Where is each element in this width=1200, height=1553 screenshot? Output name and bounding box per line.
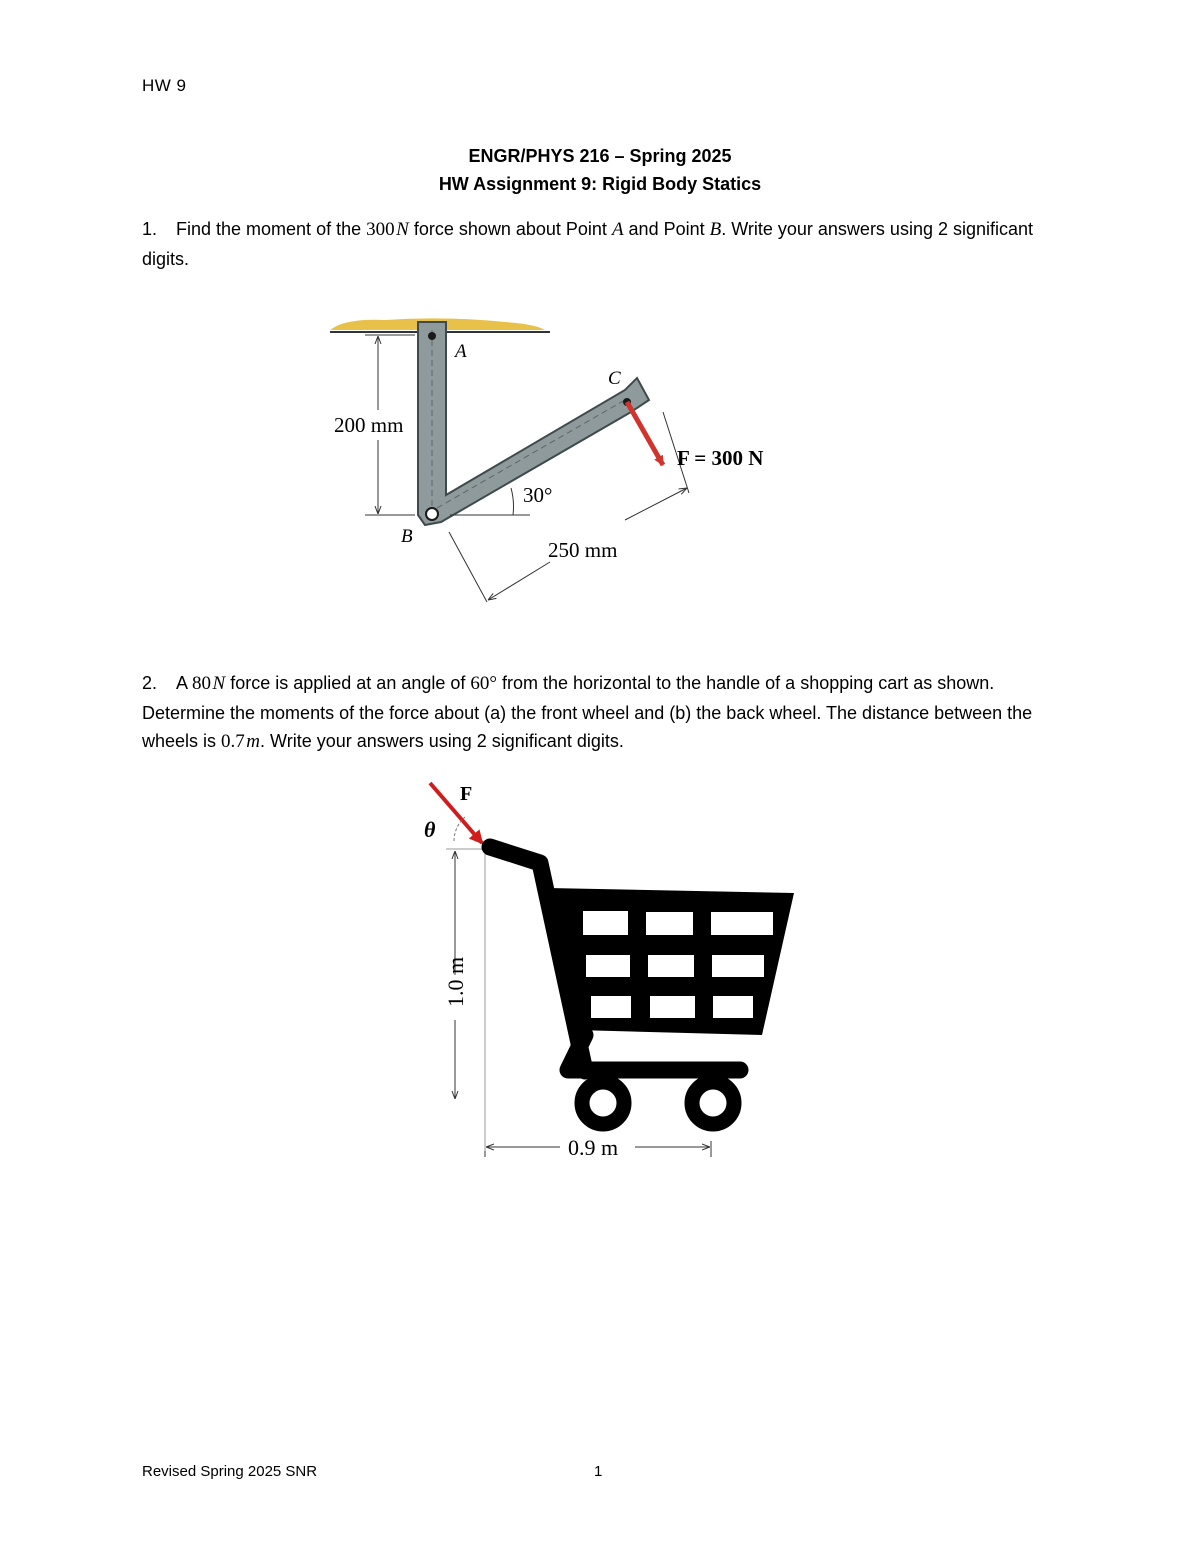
problem-1-point-a: A: [611, 219, 624, 240]
problem-1-text-part: Find the moment of the: [176, 219, 367, 239]
force-arrow: [627, 402, 663, 465]
dimension-0.9m: 0.9 m: [568, 1135, 619, 1160]
page-number: 1: [594, 1463, 603, 1480]
pin-b: [426, 508, 438, 520]
assignment-title: HW Assignment 9: Rigid Body Statics: [438, 174, 762, 194]
dimension-1m: 1.0 m: [443, 956, 468, 1007]
page-header: HW 9: [142, 76, 187, 95]
shopping-cart-figure: [410, 775, 810, 1165]
footer-revised: Revised Spring 2025 SNR: [142, 1463, 318, 1480]
problem-2-force-unit: N: [212, 673, 226, 694]
problem-2-text-part: . Write your answers using 2 significant digits.: [260, 731, 624, 751]
problem-2-text-part: from the horizontal to the handle of a shopping cart as shown. Determine the moments of the force about (a) the front wheel and (b) the back wheel. The distance between the wheels is: [142, 673, 1033, 751]
course-title: ENGR/PHYS 216 – Spring 2025: [468, 146, 732, 166]
pin-a: [428, 332, 436, 340]
problem-1-text: [142, 215, 1062, 273]
theta-label: θ: [424, 817, 436, 842]
problem-2-wheel-distance: 0.7: [221, 731, 245, 752]
bent-bar-figure: [325, 310, 785, 620]
problem-2-number: 2.: [142, 673, 158, 693]
angle-30-label: 30°: [523, 483, 553, 507]
label-c: C: [608, 368, 621, 389]
problem-2-text-part: force is applied at an angle of: [225, 673, 471, 693]
problem-1-point-b: B: [709, 219, 722, 240]
problem-1-force-unit: N: [396, 219, 409, 240]
label-a: A: [455, 341, 467, 362]
shopping-cart-icon: [490, 847, 794, 1124]
problem-1-number: 1.: [142, 219, 158, 239]
problem-2-text-part: A: [176, 673, 193, 693]
problem-2-force-value: 80: [192, 673, 212, 694]
problem-1-text-part: force shown about Point: [408, 219, 612, 239]
problem-1-text-part: and Point: [623, 219, 710, 239]
problem-1-force-value: 300: [366, 219, 395, 240]
cart-force-arrow: [430, 783, 482, 843]
problem-1-text-part: . Write your answers using 2 significant digits.: [142, 219, 1034, 269]
dimension-250mm: 250 mm: [548, 538, 618, 562]
problem-2-angle: 60°: [470, 673, 497, 694]
force-label: F = 300 N: [677, 446, 764, 470]
problem-2-wheel-distance-unit: m: [246, 731, 261, 752]
label-b: B: [401, 526, 413, 547]
problem-2-text: [142, 669, 1062, 757]
dimension-200mm: 200 mm: [334, 413, 404, 437]
cart-force-label: F: [460, 783, 473, 805]
